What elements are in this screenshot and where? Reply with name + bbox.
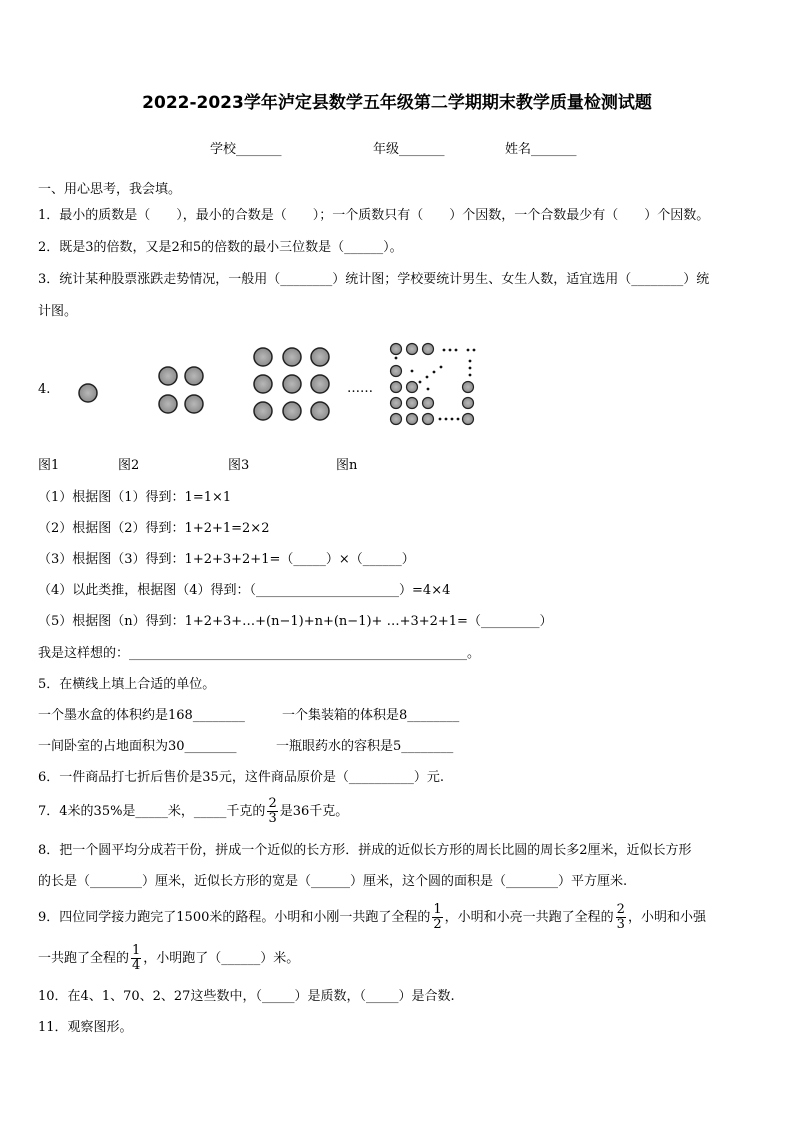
q5-b: 一个集装箱的体积是8________ (282, 708, 460, 723)
q4-item-4: （4）以此类推，根据图（4）得到：（______________________）=4×4 (38, 583, 451, 598)
q4-idea: 我是这样想的：____________________________________________________。 (38, 646, 481, 661)
fraction-1-4: $\frac{1}{4}$ (132, 943, 141, 973)
fraction-2-3-b: $\frac{2}{3}$ (616, 902, 625, 932)
question-2: 2．既是3的倍数，又是2和5的倍数的最小三位数是（______）。 (38, 240, 403, 255)
figure-1-dot (79, 384, 97, 402)
q4-item-3: （3）根据图（3）得到：1+2+3+2+1=（_____）×（______） (38, 552, 415, 567)
question-9: 9．四位同学接力跑完了1500米的路程。小明和小刚一共跑了全程的 $\frac{1}{2}$ ，小明和小亮一共跑了全程的 $\frac{2}{3}$ ，小明和小强 (38, 902, 706, 932)
question-4-number: 4. (38, 382, 51, 397)
question-6: 6．一件商品打七折后售价是35元，这件商品原价是（__________）元. (38, 770, 444, 785)
figure-n-dots (391, 344, 474, 425)
question-9-cont: 一共跑了全程的 $\frac{1}{4}$ ，小明跑了（______）米。 (38, 943, 300, 973)
figure-3-dots (254, 348, 329, 420)
q5-a: 一个墨水盒的体积约是168________ (38, 708, 245, 723)
section-heading: 一、用心思考，我会填。 (38, 182, 182, 197)
figure-label-n: 图n (336, 458, 358, 473)
q4-item-5: （5）根据图（n）得到：1+2+3+…+(n−1)+n+(n−1)+ …+3+2+1=（_________） (38, 614, 553, 629)
school-field: 学校_______ (210, 142, 282, 157)
q4-item-1: （1）根据图（1）得到：1=1×1 (38, 490, 232, 505)
question-3: 3．统计某种股票涨跌走势情况，一般用（________）统计图；学校要统计男生、女生人数，适宜选用（________）统 (38, 272, 710, 287)
figure-2-dots (159, 367, 203, 413)
question-8: 8．把一个圆平均分成若干份，拼成一个近似的长方形．拼成的近似长方形的周长比圆的周长多2厘米，近似长方形 (38, 843, 692, 858)
question-3-cont: 计图。 (38, 304, 78, 319)
q5-c: 一间卧室的占地面积为30________ (38, 739, 237, 754)
question-1: 1．最小的质数是（ ），最小的合数是（ ）；一个质数只有（ ）个因数，一个合数最少有（ ）个因数。 (38, 208, 710, 223)
q7-text-a: 7．4米的35%是_____米，_____千克的 (38, 804, 266, 819)
figure-label-3: 图3 (228, 458, 250, 473)
q5-d: 一瓶眼药水的容积是5________ (276, 739, 454, 754)
grade-field: 年级_______ (373, 142, 445, 157)
q4-item-2: （2）根据图（2）得到：1+2+1=2×2 (38, 521, 270, 536)
question-10: 10．在4、1、70、2、27这些数中，（_____）是质数，（_____）是合数. (38, 989, 455, 1004)
fraction-1-2: $\frac{1}{2}$ (433, 902, 442, 932)
name-field: 姓名_______ (505, 142, 577, 157)
page-title: 2022-2023学年泸定县数学五年级第二学期期末教学质量检测试题 (142, 93, 652, 113)
question-11: 11．观察图形。 (38, 1020, 133, 1035)
ellipsis: …… (347, 381, 373, 396)
question-5: 5．在横线上填上合适的单位。 (38, 677, 216, 692)
q7-text-b: 是36千克。 (279, 804, 349, 819)
fraction-2-3: $\frac{2}{3}$ (268, 796, 277, 826)
question-8-cont: 的长是（________）厘米，近似长方形的宽是（______）厘米，这个圆的面积是（________）平方厘米. (38, 874, 628, 889)
figure-label-1: 图1 (38, 458, 60, 473)
question-7 (38, 797, 348, 826)
figure-label-2: 图2 (118, 458, 140, 473)
